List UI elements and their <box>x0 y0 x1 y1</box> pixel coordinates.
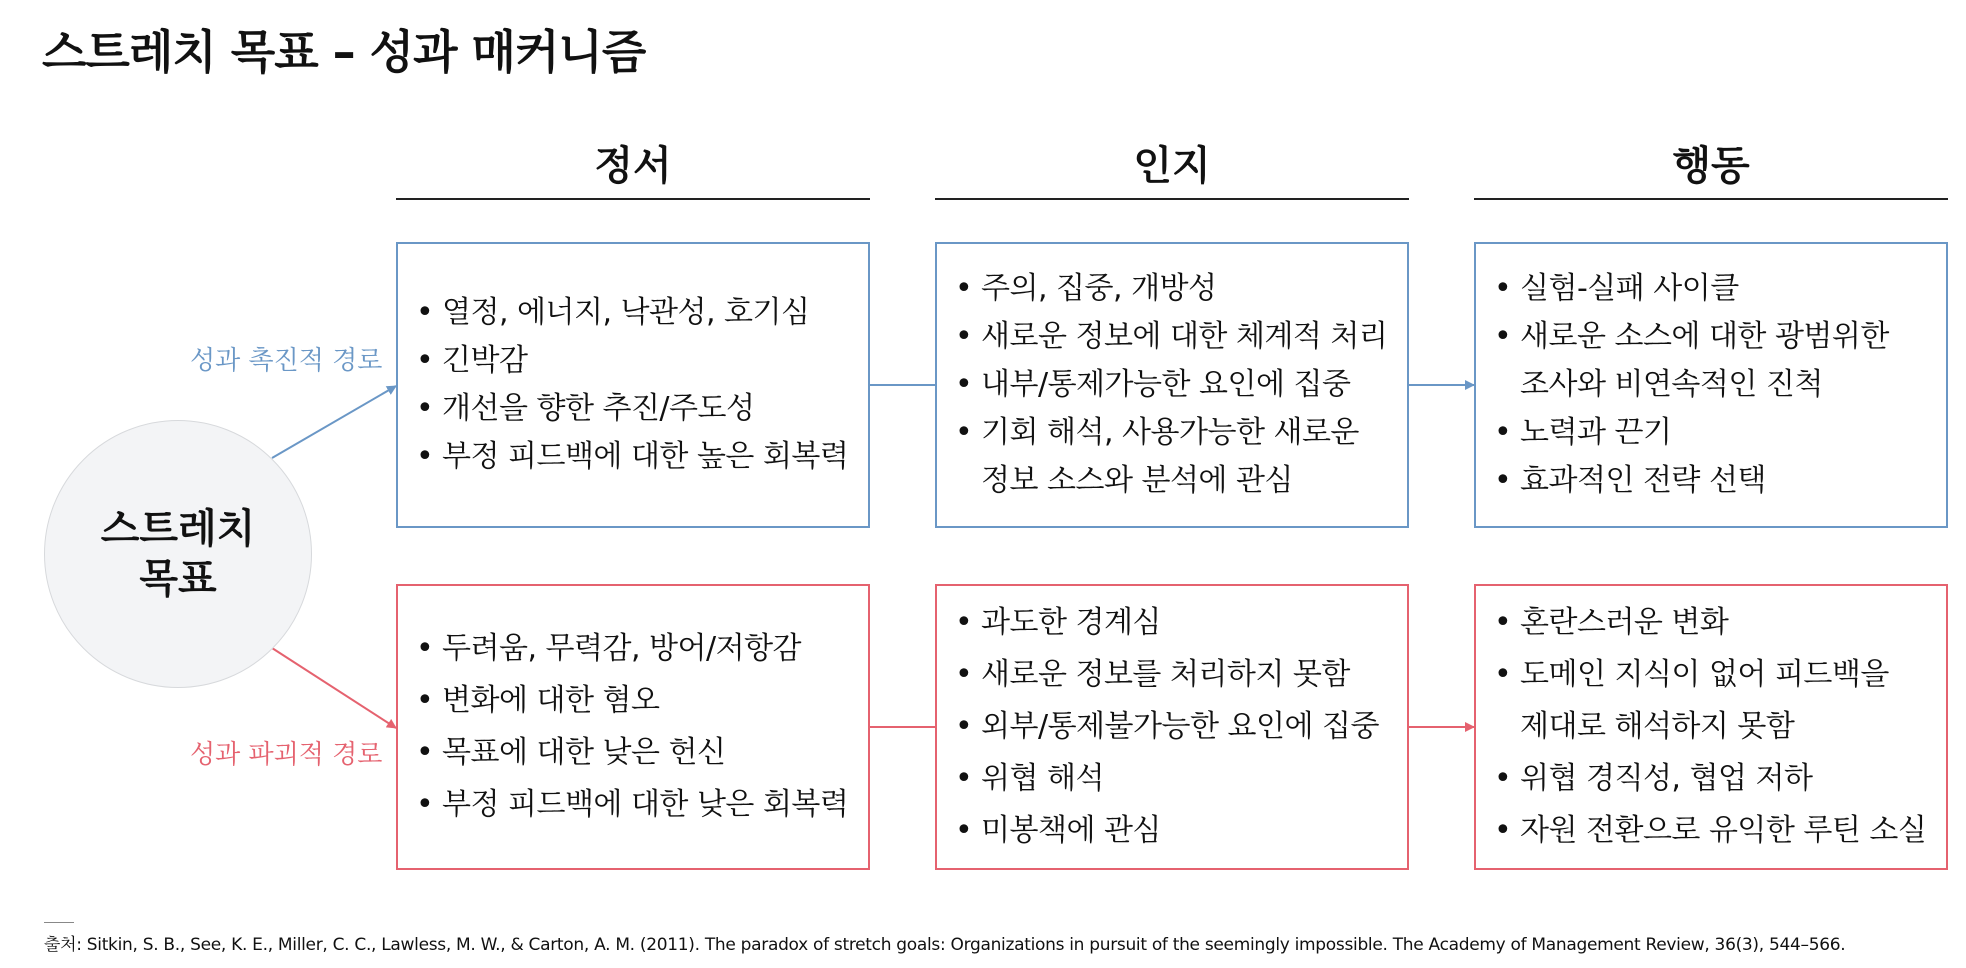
arrow-circle-to-positive <box>272 386 396 458</box>
list-item: • 위협 경직성, 협업 저하 <box>1490 753 1936 805</box>
list-item: • 노력과 끈기 <box>1490 409 1936 457</box>
column-rule <box>396 198 870 200</box>
page-title: 스트레치 목표 – 성과 매커니즘 <box>42 25 646 79</box>
positive-behavior-box <box>1474 242 1948 528</box>
positive-emotion-box <box>396 242 870 528</box>
list-item: • 새로운 소스에 대한 광범위한 <box>1490 313 1936 361</box>
list-item: • 도메인 지식이 없어 피드백을 <box>1490 649 1936 701</box>
list-item: • 목표에 대한 낮은 헌신 <box>412 727 858 779</box>
list-item: • 효과적인 전략 선택 <box>1490 457 1936 505</box>
list-item: • 열정, 에너지, 낙관성, 호기심 <box>412 289 858 337</box>
list-item: • 실험-실패 사이클 <box>1490 265 1936 313</box>
negative-emotion-box <box>396 584 870 870</box>
list-item: • 위협 해석 <box>951 753 1397 805</box>
column-rule <box>935 198 1409 200</box>
list-item: • 자원 전환으로 유익한 루틴 소실 <box>1490 805 1936 857</box>
list-item: • 과도한 경계심 <box>951 597 1397 649</box>
arrow-circle-to-negative <box>272 648 396 728</box>
list-item: • 새로운 정보에 대한 체계적 처리 <box>951 313 1397 361</box>
negative-path-label: 성과 파괴적 경로 <box>190 740 383 770</box>
column-header-cognition: 인지 <box>1133 143 1211 189</box>
negative-behavior-box <box>1474 584 1948 870</box>
list-item: • 혼란스러운 변화 <box>1490 597 1936 649</box>
list-item: • 내부/통제가능한 요인에 집중 <box>951 361 1397 409</box>
column-header-emotion: 정서 <box>594 143 672 189</box>
list-item: • 두려움, 무력감, 방어/저항감 <box>412 623 858 675</box>
list-item: • 외부/통제불가능한 요인에 집중 <box>951 701 1397 753</box>
stretch-goal-label: 스트레치 목표 <box>100 506 256 602</box>
source-footnote: 출처: Sitkin, S. B., See, K. E., Miller, C. C., Lawless, M. W., & Carton, A. M. (2011). The paradox of stretch goals: Organizations in pursuit of the seemingly impossible. The Academy of Management Review, 36(3), 544–566. <box>44 935 1846 955</box>
list-item: • 개선을 향한 추진/주도성 <box>412 385 858 433</box>
list-item: • 주의, 집중, 개방성 <box>951 265 1397 313</box>
list-item: • 기회 해석, 사용가능한 새로운 <box>951 409 1397 457</box>
list-item-continuation: 제대로 해석하지 못함 <box>1520 709 1795 744</box>
list-item: • 부정 피드백에 대한 낮은 회복력 <box>412 779 858 831</box>
negative-cognition-box <box>935 584 1409 870</box>
footnote-rule <box>44 922 74 923</box>
list-item-continuation: 조사와 비연속적인 진척 <box>1520 367 1823 402</box>
stretch-goal-circle <box>44 420 312 688</box>
list-item: • 미봉책에 관심 <box>951 805 1397 857</box>
list-item: • 긴박감 <box>412 337 858 385</box>
column-header-behavior: 행동 <box>1672 143 1750 189</box>
list-item: • 새로운 정보를 처리하지 못함 <box>951 649 1397 701</box>
column-rule <box>1474 198 1948 200</box>
list-item-continuation: 정보 소스와 분석에 관심 <box>981 463 1293 498</box>
positive-cognition-box <box>935 242 1409 528</box>
positive-path-label: 성과 촉진적 경로 <box>190 346 383 376</box>
list-item: • 부정 피드백에 대한 높은 회복력 <box>412 433 858 481</box>
list-item: • 변화에 대한 혐오 <box>412 675 858 727</box>
